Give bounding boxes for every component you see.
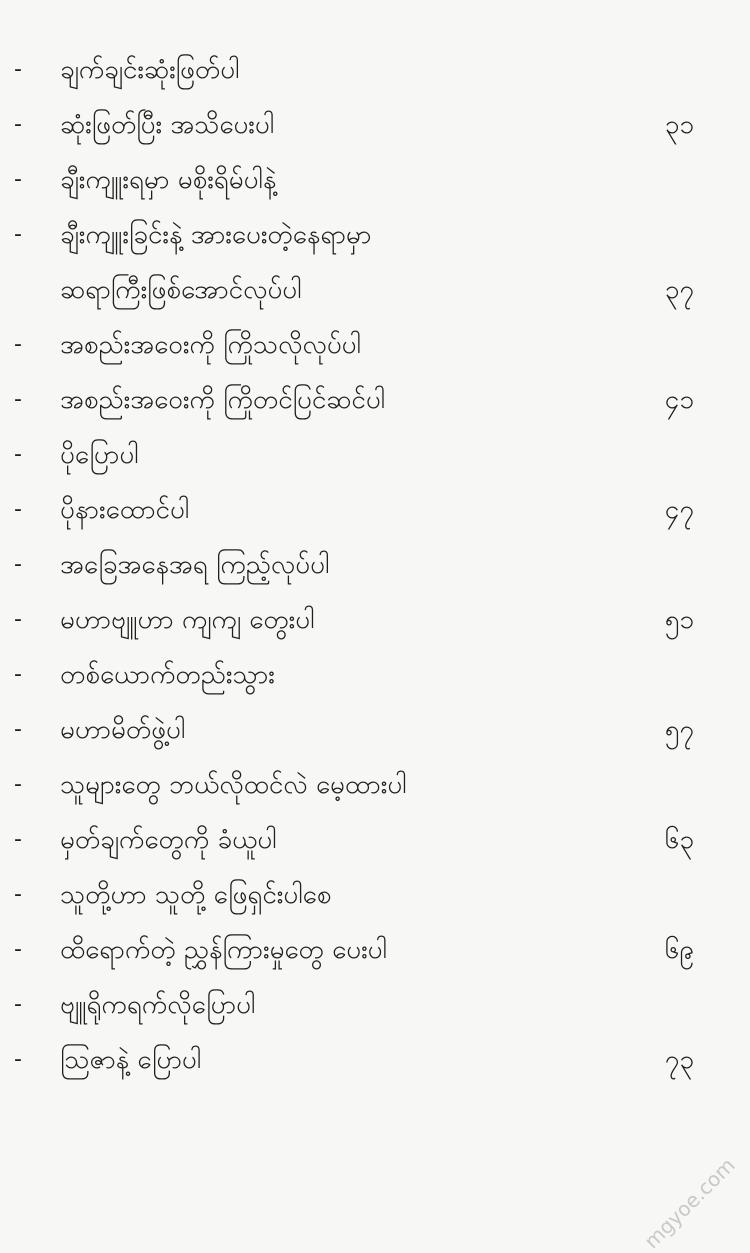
- entry-title: ဆရာကြီးဖြစ်အောင်လုပ်ပါ: [60, 275, 302, 305]
- entry-dash: -: [14, 717, 22, 742]
- toc-entry: [0, 100, 750, 150]
- site-watermark: mgyoe.com: [639, 1153, 740, 1253]
- entry-title: မှတ်ချက်တွေကို ခံယူပါ: [60, 825, 277, 855]
- entry-title: ချက်ချင်းဆုံးဖြတ်ပါ: [60, 55, 240, 85]
- toc-entry-continuation: [0, 265, 750, 315]
- entry-page-number: ၃၇: [664, 275, 694, 305]
- entry-title: ပိုနားထောင်ပါ: [60, 495, 190, 525]
- entry-title: ပိုပြောပါ: [60, 440, 139, 470]
- toc-entry: [0, 1035, 750, 1085]
- entry-title: ချီးကျူးခြင်းနဲ့ အားပေးတဲ့နေရာမှာ: [60, 220, 372, 250]
- entry-dash: -: [14, 112, 22, 137]
- entry-page-number: ၅၁: [664, 605, 694, 635]
- entry-title: အစည်းအဝေးကို ကြိုသလိုလုပ်ပါ: [60, 330, 361, 360]
- toc-entry: [0, 925, 750, 975]
- toc-entry: [0, 760, 750, 810]
- toc-entry: [0, 375, 750, 425]
- toc-entry: [0, 650, 750, 700]
- toc-entry: [0, 210, 750, 260]
- entry-page-number: ၅၇: [664, 715, 694, 745]
- entry-dash: -: [14, 937, 22, 962]
- entry-dash: -: [14, 607, 22, 632]
- entry-dash: -: [14, 387, 22, 412]
- toc-entry: [0, 430, 750, 480]
- toc-entry: [0, 870, 750, 920]
- entry-title: မဟာဗျူဟာ ကျကျ တွေးပါ: [60, 605, 315, 635]
- toc-entry: [0, 485, 750, 535]
- entry-title: မဟာမိတ်ဖွဲ့ပါ: [60, 715, 186, 745]
- entry-page-number: ၆၃: [664, 825, 694, 855]
- entry-dash: -: [14, 552, 22, 577]
- entry-page-number: ၃၁: [664, 110, 694, 140]
- entry-title: အစည်းအဝေးကို ကြိုတင်ပြင်ဆင်ပါ: [60, 385, 386, 415]
- entry-dash: -: [14, 882, 22, 907]
- entry-dash: -: [14, 167, 22, 192]
- toc-entry: [0, 705, 750, 755]
- toc-entry: [0, 155, 750, 205]
- toc-entry: [0, 815, 750, 865]
- toc-entry: [0, 980, 750, 1030]
- entry-dash: -: [14, 827, 22, 852]
- entry-title: ဗျူရိုကရက်လိုပြောပါ: [60, 990, 256, 1020]
- entry-title: သူများတွေ ဘယ်လိုထင်လဲ မေ့ထားပါ: [60, 770, 407, 800]
- entry-dash: -: [14, 992, 22, 1017]
- entry-dash: -: [14, 442, 22, 467]
- entry-title: တစ်ယောက်တည်းသွား: [60, 660, 275, 690]
- entry-dash: -: [14, 662, 22, 687]
- toc-entry: [0, 320, 750, 370]
- entry-dash: -: [14, 57, 22, 82]
- toc-entry: [0, 45, 750, 95]
- entry-page-number: ၄၁: [664, 385, 694, 415]
- entry-dash: -: [14, 497, 22, 522]
- entry-page-number: ၄၇: [664, 495, 694, 525]
- entry-title: ချီးကျူးရမှာ မစိုးရိမ်ပါနဲ့: [60, 165, 277, 195]
- entry-title: သြဇာနဲ့ ပြောပါ: [60, 1045, 202, 1075]
- entry-dash: -: [14, 772, 22, 797]
- entry-title: သူတို့ဟာ သူတို့ ဖြေရှင်းပါစေ: [60, 880, 332, 910]
- entry-page-number: ၇၃: [664, 1045, 694, 1075]
- entry-title: အခြေအနေအရ ကြည့်လုပ်ပါ: [60, 550, 330, 580]
- entry-dash: -: [14, 332, 22, 357]
- entry-title: ထိရောက်တဲ့ ညွှန်ကြားမှုတွေ ပေးပါ: [60, 935, 388, 965]
- entry-title: ဆုံးဖြတ်ပြီး အသိပေးပါ: [60, 110, 275, 140]
- toc-entry: [0, 595, 750, 645]
- entry-page-number: ၆၉: [664, 935, 694, 965]
- toc-entry: [0, 540, 750, 590]
- entry-dash: -: [14, 222, 22, 247]
- entry-dash: -: [14, 1047, 22, 1072]
